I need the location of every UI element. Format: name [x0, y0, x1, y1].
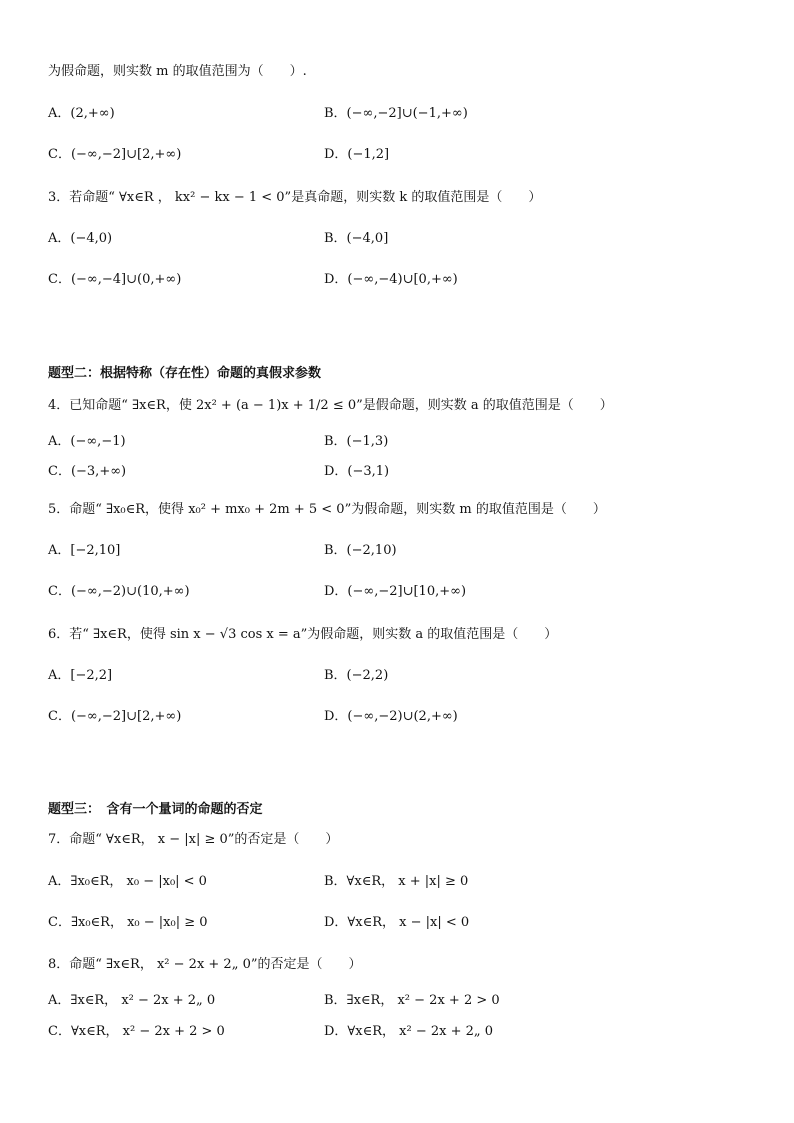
- q5-stem: 5．命题“ ∃x₀∈R，使得 x₀² + mx₀ + 2m + 5 < 0”为假命题，则实数 m 的取值范围是（ ）: [48, 502, 606, 517]
- q6-stem: 6．若“ ∃x∈R，使得 sin x − √3 cos x = a”为假命题，则实数 a 的取值范围是（ ）: [48, 627, 558, 642]
- q4-option-b: B．(−1,3): [324, 434, 389, 449]
- q6-option-d: D．(−∞,−2)∪(2,+∞): [324, 709, 458, 724]
- q7-option-b: B．∀x∈R， x + |x| ≥ 0: [324, 874, 469, 889]
- q5-option-c: C．(−∞,−2)∪(10,+∞): [48, 584, 190, 599]
- q5-option-a: A．[−2,10]: [48, 543, 121, 558]
- q7-option-c: C．∃x₀∈R， x₀ − |x₀| ≥ 0: [48, 915, 208, 930]
- q3-option-a: A．(−4,0): [48, 231, 113, 246]
- q8-option-d: D．∀x∈R， x² − 2x + 2„ 0: [324, 1024, 494, 1039]
- q8-option-b: B．∃x∈R， x² − 2x + 2 > 0: [324, 993, 500, 1008]
- q4-option-d: D．(−3,1): [324, 464, 390, 479]
- q4-option-a: A．(−∞,−1): [48, 434, 126, 449]
- q4-stem: 4．已知命题“ ∃x∈R，使 2x² + (a − 1)x + 1/2 ≤ 0”是假命题，则实数 a 的取值范围是（ ）: [48, 398, 613, 413]
- q2-option-a: A．(2,+∞): [48, 106, 115, 121]
- q8-option-a: A．∃x∈R， x² − 2x + 2„ 0: [48, 993, 216, 1008]
- q2-option-b: B．(−∞,−2]∪(−1,+∞): [324, 106, 468, 121]
- q2-stem: 为假命题，则实数 m 的取值范围为（ ）.: [48, 64, 307, 79]
- q6-option-a: A．[−2,2]: [48, 668, 113, 683]
- q8-option-c: C．∀x∈R， x² − 2x + 2 > 0: [48, 1024, 225, 1039]
- q7-stem: 7．命题“ ∀x∈R， x − |x| ≥ 0”的否定是（ ）: [48, 832, 339, 847]
- q7-option-d: D．∀x∈R， x − |x| < 0: [324, 915, 470, 930]
- q6-option-b: B．(−2,2): [324, 668, 389, 683]
- q5-option-b: B．(−2,10): [324, 543, 397, 558]
- q5-option-d: D．(−∞,−2]∪[10,+∞): [324, 584, 467, 599]
- q6-option-c: C．(−∞,−2]∪[2,+∞): [48, 709, 182, 724]
- q4-option-c: C．(−3,+∞): [48, 464, 127, 479]
- q7-option-a: A．∃x₀∈R， x₀ − |x₀| < 0: [48, 874, 207, 889]
- q8-stem: 8．命题“ ∃x∈R， x² − 2x + 2„ 0”的否定是（ ）: [48, 957, 362, 972]
- section-2-title: 题型二：根据特称（存在性）命题的真假求参数: [48, 366, 322, 381]
- q2-option-d: D．(−1,2]: [324, 147, 390, 162]
- section-3-title: 题型三： 含有一个量词的命题的否定: [48, 802, 263, 817]
- q3-stem: 3．若命题“ ∀x∈R ， kx² − kx − 1 < 0”是真命题，则实数 k 的取值范围是（ ）: [48, 190, 542, 205]
- q3-option-d: D．(−∞,−4)∪[0,+∞): [324, 272, 458, 287]
- q2-option-c: C．(−∞,−2]∪[2,+∞): [48, 147, 182, 162]
- q3-option-b: B．(−4,0]: [324, 231, 389, 246]
- q3-option-c: C．(−∞,−4]∪(0,+∞): [48, 272, 182, 287]
